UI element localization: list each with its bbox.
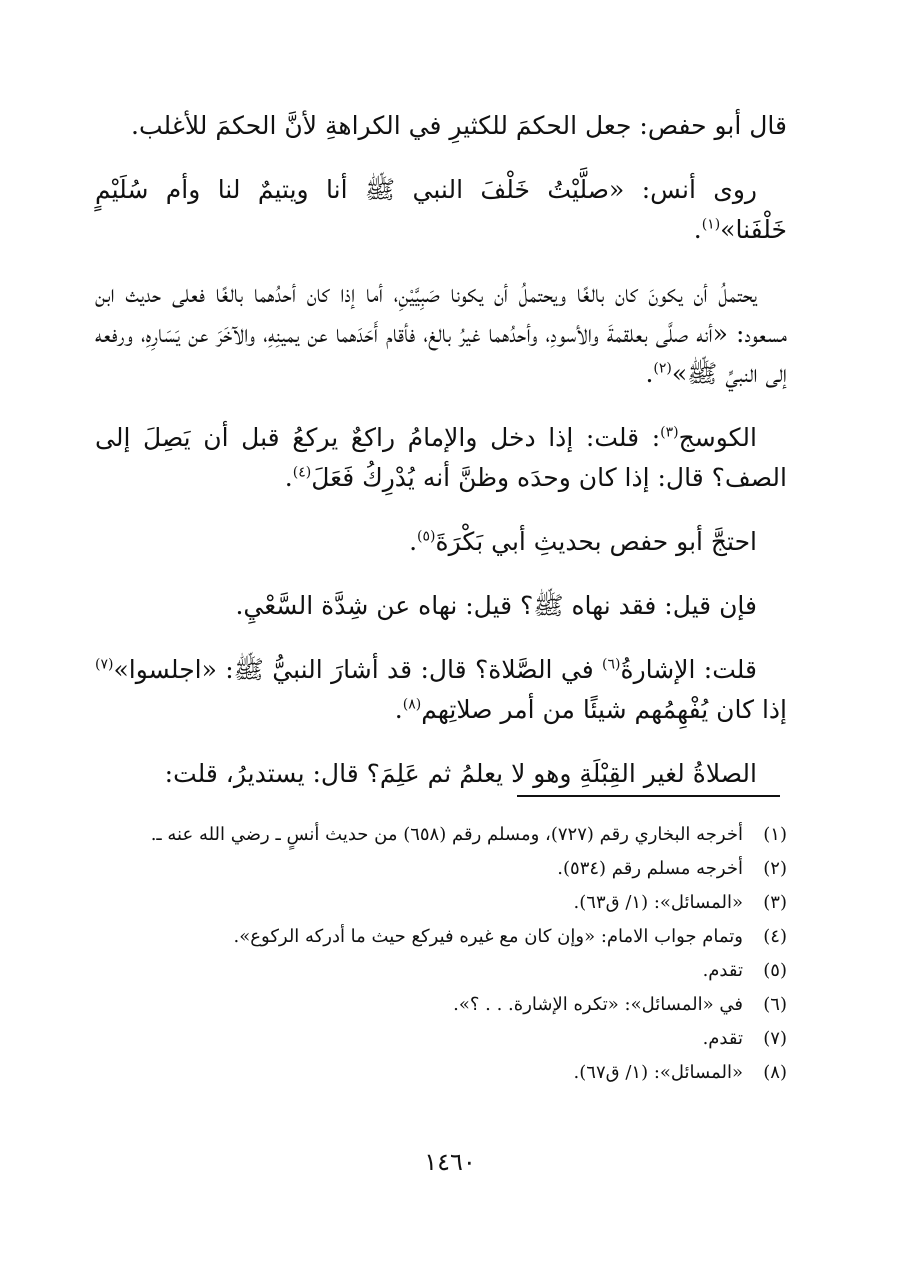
footnote-number: (٨) — [763, 1062, 787, 1083]
paragraph-8: الصلاةُ لغير القِبْلَةِ وهو لا يعلمُ ثم عَلِمَ؟ قال: يستديرُ، قلت: — [164, 759, 757, 788]
footnote-ref-4: (٤) — [292, 464, 312, 481]
footnote-text: أخرجه البخاري رقم (٧٢٧)، ومسلم رقم (٦٥٨) من حديث أنسٍ ـ رضي الله عنه ـ. — [150, 824, 743, 845]
footnote-7 — [95, 1022, 787, 1056]
footnote-number: (٦) — [763, 994, 787, 1015]
footnote-ref-1: (١) — [701, 216, 721, 233]
page-number: ١٤٦٠ — [424, 1148, 476, 1176]
footnote-ref-3: (٣) — [660, 424, 679, 441]
footnote-ref-8: (٨) — [402, 696, 422, 713]
footnote-ref-6: (٦) — [602, 656, 621, 673]
paragraph-4: الكوسج$^{(٣)}$: قلت: إذا دخل والإمامُ راكعٌ يركعُ قبل أن يَصِلَ إلى الصف؟ قال: إذا كان وحدَه وظنَّ أنه يُدْرِكُ فَعَلَ$^{(٤)}$. — [95, 423, 787, 492]
footnote-ref-5: (٥) — [417, 528, 436, 545]
footnote-number: (٣) — [763, 892, 787, 913]
footnote-8 — [95, 1056, 787, 1090]
footnote-5 — [95, 954, 787, 988]
footnote-6 — [95, 988, 787, 1022]
footnote-text: تقدم. — [702, 1028, 743, 1049]
footnote-number: (٥) — [763, 960, 787, 981]
footnote-divider — [517, 795, 780, 797]
footnote-number: (٢) — [763, 858, 787, 879]
paragraph-6: فإن قيل: فقد نهاه ﷺ؟ قيل: نهاه عن شِدَّة السَّعْيِ. — [235, 591, 757, 620]
paragraph-7: قلت: الإشارةُ$^{(٦)}$ في الصَّلاة؟ قال: قد أشارَ النبيُّ ﷺ: «اجلسوا»$^{(٧)}$ إذا كان يُفْهِمُهم شيئًا من أمر صلاتِهم$^{(٨)}$. — [95, 655, 787, 724]
footnote-1 — [95, 818, 787, 852]
footnote-number: (٧) — [763, 1028, 787, 1049]
footnotes-list — [95, 818, 787, 1090]
main-text — [95, 106, 787, 794]
footnote-text: وتمام جواب الامام: «وإن كان مع غيره فيركع حيث ما أدركه الركوع». — [233, 926, 743, 947]
footnote-text: تقدم. — [702, 960, 743, 981]
footnote-text: «المسائل»: (١/ ق٦٧). — [573, 1062, 743, 1083]
footnote-text: «المسائل»: (١/ ق٦٣). — [573, 892, 743, 913]
paragraph-2: روى أنس: «صلَّيْتُ خَلْفَ النبي ﷺ أنا ويتيمٌ لنا وأم سُلَيْمٍ خَلْفَنا»$^{(١)}$. — [95, 175, 787, 244]
footnote-3 — [95, 886, 787, 920]
footnote-ref-2: (٢) — [653, 360, 672, 377]
footnote-2 — [95, 852, 787, 886]
paragraph-5: احتجَّ أبو حفص بحديثِ أبي بَكْرَةَ$^{(٥)}$. — [409, 527, 757, 556]
footnote-ref-7: (٧) — [95, 656, 114, 673]
footnote-number: (١) — [763, 824, 787, 845]
footnote-text: في «المسائل»: «تكره الإشارة. . . ؟». — [453, 994, 743, 1015]
footnote-4 — [95, 920, 787, 954]
footnote-text: أخرجه مسلم رقم (٥٣٤). — [557, 858, 743, 879]
paragraph-3: يحتملُ أن يكونَ كان بالغًا ويحتملُ أن يكونا صَبِيَّيْنِ، أما إذا كان أحدُهما بالغًا فعلى حديث ابن مسعود: «أنه صلَّى بعلقمةَ والأسودِ، وأحدُهما غيرُ بالغ، فأقام أَحَدَهما عن يمينِهِ، والآخَرَ عن يَسَارِهِ، ورفعه إلى النبيِّ ﷺ»$^{(٢)}$. — [95, 279, 787, 388]
paragraph-1: قال أبو حفص: جعل الحكمَ للكثيرِ في الكراهةِ لأنَّ الحكمَ للأغلب. — [131, 111, 787, 140]
footnote-number: (٤) — [763, 926, 787, 947]
